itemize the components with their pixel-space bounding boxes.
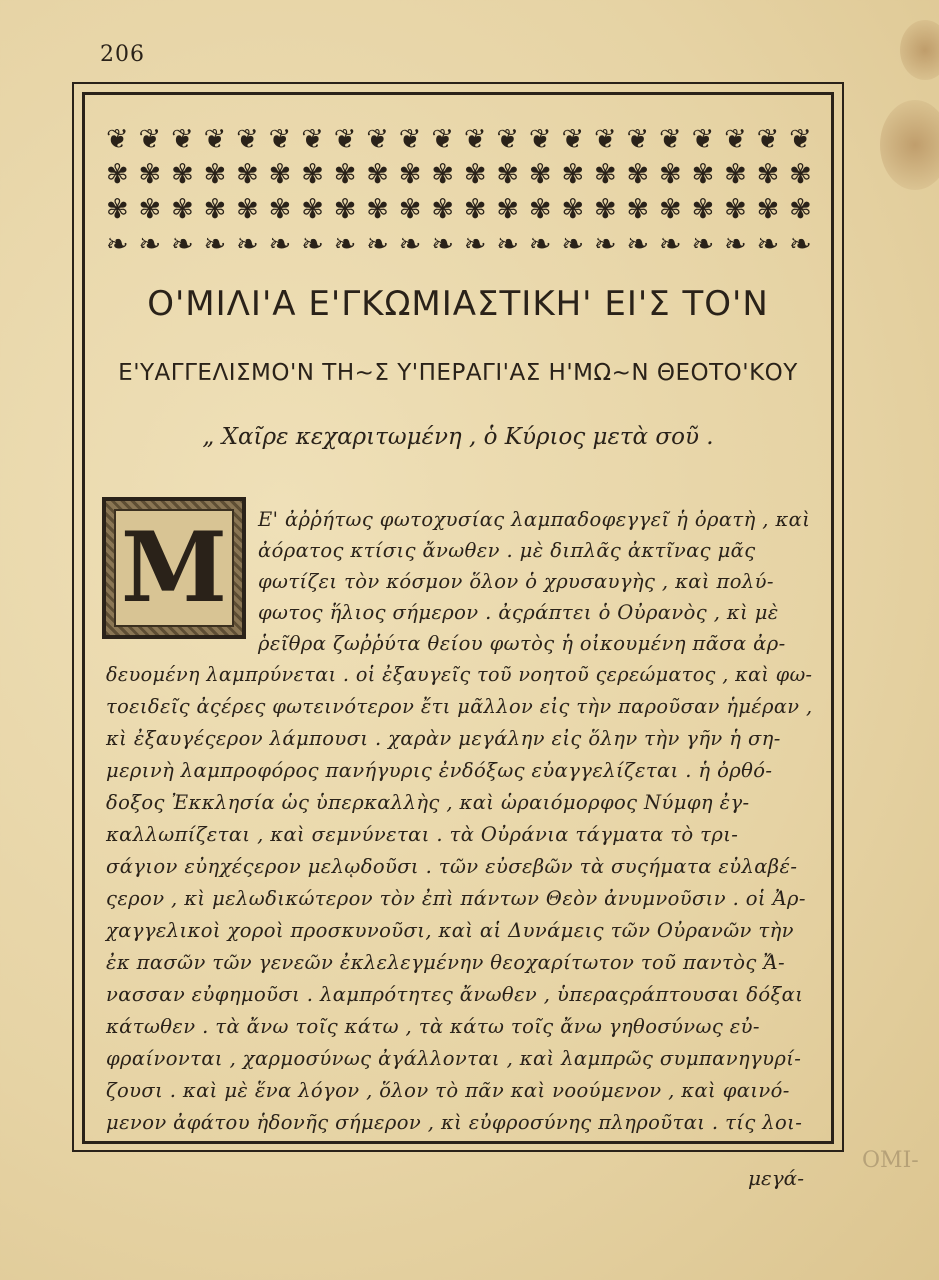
ornament-glyph: ❦ [593, 124, 617, 155]
ornament-glyph: ❦ [398, 124, 422, 155]
ornament-row [106, 229, 812, 261]
ornament-glyph: ✾ [724, 194, 747, 225]
ornament-glyph: ✾ [789, 194, 812, 225]
ornament-glyph: ❧ [659, 229, 682, 260]
body-line: ἐκ πασῶν τῶν γενεῶν ἐκλελεγμένην θεοχαρίτωτον τοῦ παντὸς Ἄ- [106, 951, 785, 974]
show-through-text: ΟΜΙ- [862, 1148, 919, 1173]
ornament-glyph: ✾ [106, 194, 129, 225]
ornament-glyph: ✾ [268, 194, 292, 225]
ornament-glyph: ❦ [724, 124, 747, 155]
ornament-glyph: ❧ [626, 229, 650, 260]
ornament-glyph: ✾ [756, 194, 780, 225]
ornament-glyph: ✾ [398, 159, 422, 190]
body-line: κὶ ἐξαυγέςερον λάμπουσι . χαρὰν μεγάλην εἰς ὅλην τὴν γῆν ἡ ση- [106, 727, 781, 750]
ornament-glyph: ✾ [171, 159, 194, 190]
ornament-glyph: ❧ [496, 229, 519, 260]
body-line: ςερον , κὶ μελωδικώτερον τὸν ἐπὶ πάντων Θεὸν ἀνυμνοῦσιν . οἱ Ἀρ- [106, 887, 806, 910]
body-line: φωτίζει τὸν κόσμον ὅλον ὁ χρυσαυγὴς , καὶ πολύ- [258, 570, 774, 593]
ornament-glyph: ❦ [691, 124, 715, 155]
ornament-glyph: ✾ [528, 159, 552, 190]
ornament-glyph: ❦ [106, 124, 129, 155]
ornament-glyph: ❦ [236, 124, 259, 155]
ornament-glyph: ✾ [626, 194, 650, 225]
ornament-glyph: ✾ [333, 194, 357, 225]
ornament-glyph: ✾ [431, 194, 454, 225]
ornament-glyph: ❧ [724, 229, 747, 260]
ornament-glyph: ❧ [138, 229, 162, 260]
ornament-glyph: ❧ [398, 229, 422, 260]
ornament-glyph: ✾ [724, 159, 747, 190]
body-line: τοειδεῖς ἀςέρες φωτεινότερον ἔτι μᾶλλον εἰς τὴν παροῦσαν ἡμέραν , [106, 695, 813, 718]
ornament-glyph: ❧ [301, 229, 324, 260]
ornament-glyph: ❧ [333, 229, 357, 260]
body-line: σάγιον εὐηχέςερον μελῳδοῦσι . τῶν εὐσεβῶν τὰ συςήματα εὐλαβέ- [106, 855, 798, 878]
ornament-glyph: ❦ [528, 124, 552, 155]
ornament-glyph: ✾ [756, 159, 780, 190]
ornament-glyph: ❧ [561, 229, 585, 260]
body-line: κάτωθεν . τὰ ἄνω τοῖς κάτω , τὰ κάτω τοῖς ἄνω γηθοσύνως εὐ- [106, 1015, 760, 1038]
ornament-glyph: ❦ [561, 124, 585, 155]
body-line: ἀόρατος κτίσις ἄνωθεν . μὲ διπλᾶς ἀκτῖνας μᾶς [258, 539, 756, 562]
ornament-glyph: ✾ [561, 159, 585, 190]
ornament-glyph: ❦ [268, 124, 292, 155]
ornament-glyph: ❧ [268, 229, 292, 260]
ornament-glyph: ❦ [301, 124, 324, 155]
ornament-glyph: ❧ [789, 229, 812, 260]
ornament-glyph: ✾ [528, 194, 552, 225]
ornament-glyph: ✾ [366, 194, 389, 225]
ornament-glyph: ✾ [593, 194, 617, 225]
ornament-glyph: ❦ [463, 124, 487, 155]
ornament-glyph: ✾ [236, 194, 259, 225]
ornament-band [106, 124, 812, 262]
homily-subtitle: Ε'ΥΑΓΓΕΛΙΣΜΟ'Ν ΤΗ~Σ Υ'ΠΕΡΑΓΙ'ΑΣ Η'ΜΩ~Ν ΘΕΟΤΟ'ΚΟΥ [118, 360, 798, 386]
ornament-glyph: ✾ [561, 194, 585, 225]
ornament-glyph: ❦ [138, 124, 162, 155]
ornament-glyph: ✾ [463, 159, 487, 190]
ornament-glyph: ❦ [756, 124, 780, 155]
ornament-glyph: ❧ [593, 229, 617, 260]
body-line: Ε' ἀῤῥήτως φωτοχυσίας λαμπαδοφεγγεῖ ἡ ὁρατὴ , καὶ [258, 508, 811, 531]
ornament-glyph: ❧ [171, 229, 194, 260]
ornament-row [106, 124, 812, 156]
decorated-initial [102, 497, 246, 639]
body-line: φραίνονται , χαρμοσύνως ἀγάλλονται , καὶ λαμπρῶς συμπανηγυρί- [106, 1047, 802, 1070]
ornament-glyph: ❧ [463, 229, 487, 260]
ornament-glyph: ✾ [366, 159, 389, 190]
body-line: δοξος Ἐκκλησία ὡς ὑπερκαλλὴς , καὶ ὡραιόμορφος Νύμφη ἐγ- [106, 791, 750, 814]
epigraph: „ Χαῖρε κεχαριτωμένη , ὁ Κύριος μετὰ σοῦ . [202, 424, 714, 450]
ornament-glyph: ✾ [333, 159, 357, 190]
catchword: μεγά- [748, 1166, 804, 1190]
ornament-glyph: ❦ [659, 124, 682, 155]
homily-title: Ο'ΜΙΛΙ'Α Ε'ΓΚΩΜΙΑΣΤΙΚΗ' ΕΙ'Σ ΤΟ'Ν [147, 284, 769, 324]
body-line: καλλωπίζεται , καὶ σεμνύνεται . τὰ Οὐράνια τάγματα τὸ τρι- [106, 823, 739, 846]
ornament-glyph: ❧ [106, 229, 129, 260]
ornament-glyph: ❧ [203, 229, 227, 260]
body-line: ζουσι . καὶ μὲ ἕνα λόγον , ὅλον τὸ πᾶν καὶ νοούμενον , καὶ φαινό- [106, 1079, 790, 1102]
ornament-glyph: ❦ [626, 124, 650, 155]
ornament-glyph: ❧ [366, 229, 389, 260]
body-line: νασσαν εὐφημοῦσι . λαμπρότητες ἄνωθεν , ὑπεραςράπτουσαι δόξαι [106, 983, 804, 1006]
ornament-glyph: ✾ [659, 194, 682, 225]
ornament-glyph: ✾ [789, 159, 812, 190]
ornament-glyph: ✾ [398, 194, 422, 225]
ornament-glyph: ✾ [691, 159, 715, 190]
ornament-glyph: ❦ [431, 124, 454, 155]
ornament-glyph: ❧ [236, 229, 259, 260]
ornament-glyph: ✾ [431, 159, 454, 190]
body-line: δευομένη λαμπρύνεται . οἱ ἐξαυγεῖς τοῦ νοητοῦ ςερεώματος , καὶ φω- [106, 663, 813, 686]
ornament-glyph: ✾ [106, 159, 129, 190]
body-line: χαγγελικοὶ χοροὶ προσκυνοῦσι, καὶ αἱ Δυνάμεις τῶν Οὐρανῶν τὴν [106, 919, 794, 942]
ornament-glyph: ❦ [496, 124, 519, 155]
ornament-glyph: ✾ [236, 159, 259, 190]
ornament-glyph: ✾ [203, 159, 227, 190]
ornament-row [106, 159, 812, 191]
ornament-glyph: ❧ [756, 229, 780, 260]
initial-panel [114, 509, 234, 627]
ornament-glyph: ❦ [366, 124, 389, 155]
ornament-glyph: ✾ [496, 194, 519, 225]
ornament-glyph: ✾ [463, 194, 487, 225]
ornament-glyph: ✾ [171, 194, 194, 225]
body-line: μερινὴ λαμπροφόρος πανήγυρις ἐνδόξως εὐαγγελίζεται . ἡ ὀρθό- [106, 759, 773, 782]
ornament-glyph: ✾ [301, 194, 324, 225]
ornament-glyph: ✾ [138, 159, 162, 190]
initial-letter: M [120, 511, 228, 624]
ornament-glyph: ✾ [301, 159, 324, 190]
ornament-glyph: ❦ [333, 124, 357, 155]
body-line: φωτος ἥλιος σήμερον . ἀςράπτει ὁ Οὐρανὸς , κὶ μὲ [258, 601, 779, 624]
ornament-glyph: ✾ [691, 194, 715, 225]
ornament-glyph: ✾ [496, 159, 519, 190]
ornament-glyph: ✾ [626, 159, 650, 190]
ornament-glyph: ❧ [691, 229, 715, 260]
ornament-glyph: ❦ [203, 124, 227, 155]
ornament-glyph: ❦ [171, 124, 194, 155]
ornament-glyph: ❧ [431, 229, 454, 260]
body-line: μενον ἀφάτου ἡδονῆς σήμερον , κὶ εὐφροσύνης πληροῦται . τίς λοι- [106, 1111, 803, 1134]
page-number: 206 [100, 42, 145, 67]
body-line: ῥεῖθρα ζωῤῥύτα θείου φωτὸς ἡ οἰκουμένη πᾶσα ἀρ- [258, 632, 786, 655]
ornament-glyph: ✾ [593, 159, 617, 190]
ornament-glyph: ❧ [528, 229, 552, 260]
ornament-glyph: ✾ [659, 159, 682, 190]
ornament-glyph: ❦ [789, 124, 812, 155]
ornament-glyph: ✾ [203, 194, 227, 225]
ornament-row [106, 194, 812, 226]
ornament-glyph: ✾ [268, 159, 292, 190]
ornament-glyph: ✾ [138, 194, 162, 225]
